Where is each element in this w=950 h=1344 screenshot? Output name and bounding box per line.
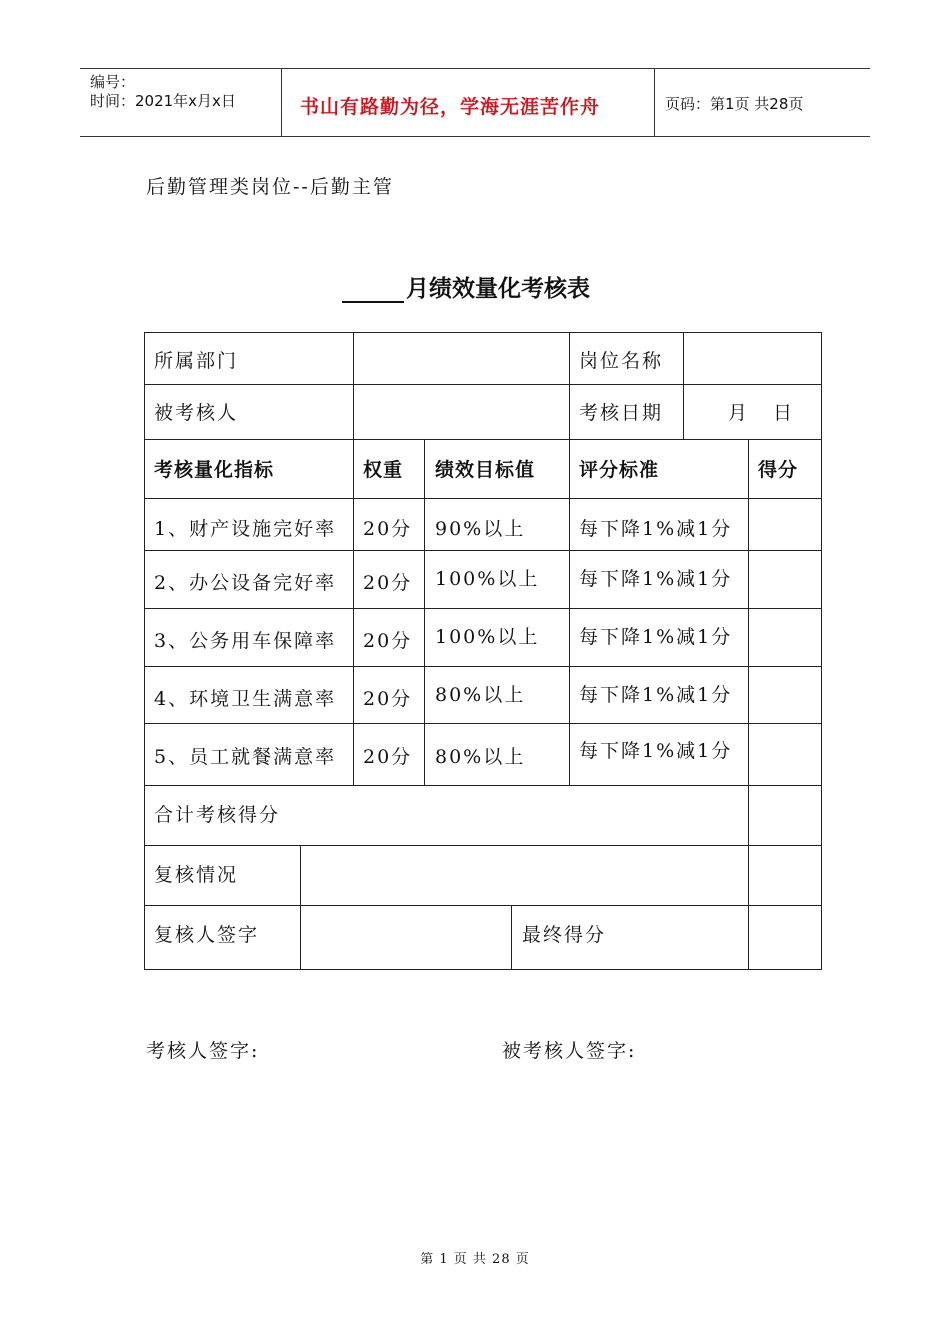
total-score-label: 合计考核得分 <box>154 804 281 826</box>
form-title <box>342 270 590 303</box>
table-rule <box>144 723 821 724</box>
row-weight: 20分 <box>363 630 413 652</box>
row-weight: 20分 <box>363 688 413 710</box>
row-criteria: 每下降1%减1分 <box>579 568 733 590</box>
month-blank-line <box>342 279 404 303</box>
table-rule <box>144 969 821 970</box>
row-weight: 20分 <box>363 746 413 768</box>
row-weight: 20分 <box>363 518 413 540</box>
appraisee-label: 被考核人 <box>154 402 239 424</box>
table-rule <box>144 332 145 970</box>
col-header-score: 得分 <box>758 459 799 481</box>
table-rule <box>144 384 821 385</box>
row-target: 100%以上 <box>435 626 540 648</box>
header-divider-2 <box>654 68 655 136</box>
table-rule <box>144 608 821 609</box>
table-rule <box>821 332 822 970</box>
row-criteria: 每下降1%减1分 <box>579 626 733 648</box>
col-header-criteria: 评分标准 <box>579 459 660 481</box>
date-month: 月 <box>728 402 750 424</box>
row-weight: 20分 <box>363 572 413 594</box>
header-number-label: 编号： <box>90 73 136 91</box>
appraiser-signature-label: 考核人签字: <box>146 1040 260 1062</box>
row-criteria: 每下降1%减1分 <box>579 740 733 762</box>
table-rule <box>144 845 821 846</box>
form-title-text: 月绩效量化考核表 <box>406 276 590 302</box>
review-label: 复核情况 <box>154 864 239 886</box>
page-footer: 第 1 页 共 28 页 <box>420 1252 530 1267</box>
table-rule <box>683 332 684 439</box>
row-target: 80%以上 <box>435 746 526 768</box>
table-rule <box>144 498 821 499</box>
reviewer-sign-label: 复核人签字 <box>154 924 260 946</box>
table-rule <box>511 905 512 969</box>
table-rule <box>569 332 570 785</box>
row-target: 90%以上 <box>435 518 526 540</box>
header-divider-1 <box>281 68 282 136</box>
table-rule <box>144 905 821 906</box>
col-header-indicator: 考核量化指标 <box>154 459 275 481</box>
header-bottom-rule <box>80 136 870 137</box>
header-motto: 书山有路勤为径，学海无涯苦作舟 <box>300 96 601 118</box>
row-indicator: 4、环境卫生满意率 <box>154 688 337 710</box>
dept-label: 所属部门 <box>154 350 239 372</box>
document-subtitle: 后勤管理类岗位--后勤主管 <box>146 176 394 198</box>
row-target: 100%以上 <box>435 568 540 590</box>
header-top-rule <box>80 68 870 69</box>
col-header-weight: 权重 <box>363 459 404 481</box>
row-indicator: 5、员工就餐满意率 <box>154 746 337 768</box>
table-rule <box>424 439 425 785</box>
date-label: 考核日期 <box>579 402 664 424</box>
position-label: 岗位名称 <box>579 350 664 372</box>
col-header-target: 绩效目标值 <box>435 459 536 481</box>
date-day: 日 <box>773 402 795 424</box>
table-rule <box>144 550 821 551</box>
table-rule <box>144 332 821 333</box>
table-rule <box>144 666 821 667</box>
table-rule <box>144 439 821 440</box>
row-indicator: 3、公务用车保障率 <box>154 630 337 652</box>
final-score-label: 最终得分 <box>522 924 607 946</box>
row-target: 80%以上 <box>435 684 526 706</box>
header-time-label: 时间：2021年x月x日 <box>90 92 236 110</box>
table-rule <box>748 439 749 969</box>
appraisee-signature-label: 被考核人签字: <box>502 1040 637 1062</box>
row-criteria: 每下降1%减1分 <box>579 518 733 540</box>
row-indicator: 2、办公设备完好率 <box>154 572 337 594</box>
row-indicator: 1、财产设施完好率 <box>154 518 337 540</box>
row-criteria: 每下降1%减1分 <box>579 684 733 706</box>
table-rule <box>300 845 301 969</box>
table-rule <box>353 332 354 785</box>
table-rule <box>144 785 821 786</box>
header-page-label: 页码：第1页 共28页 <box>665 95 804 113</box>
